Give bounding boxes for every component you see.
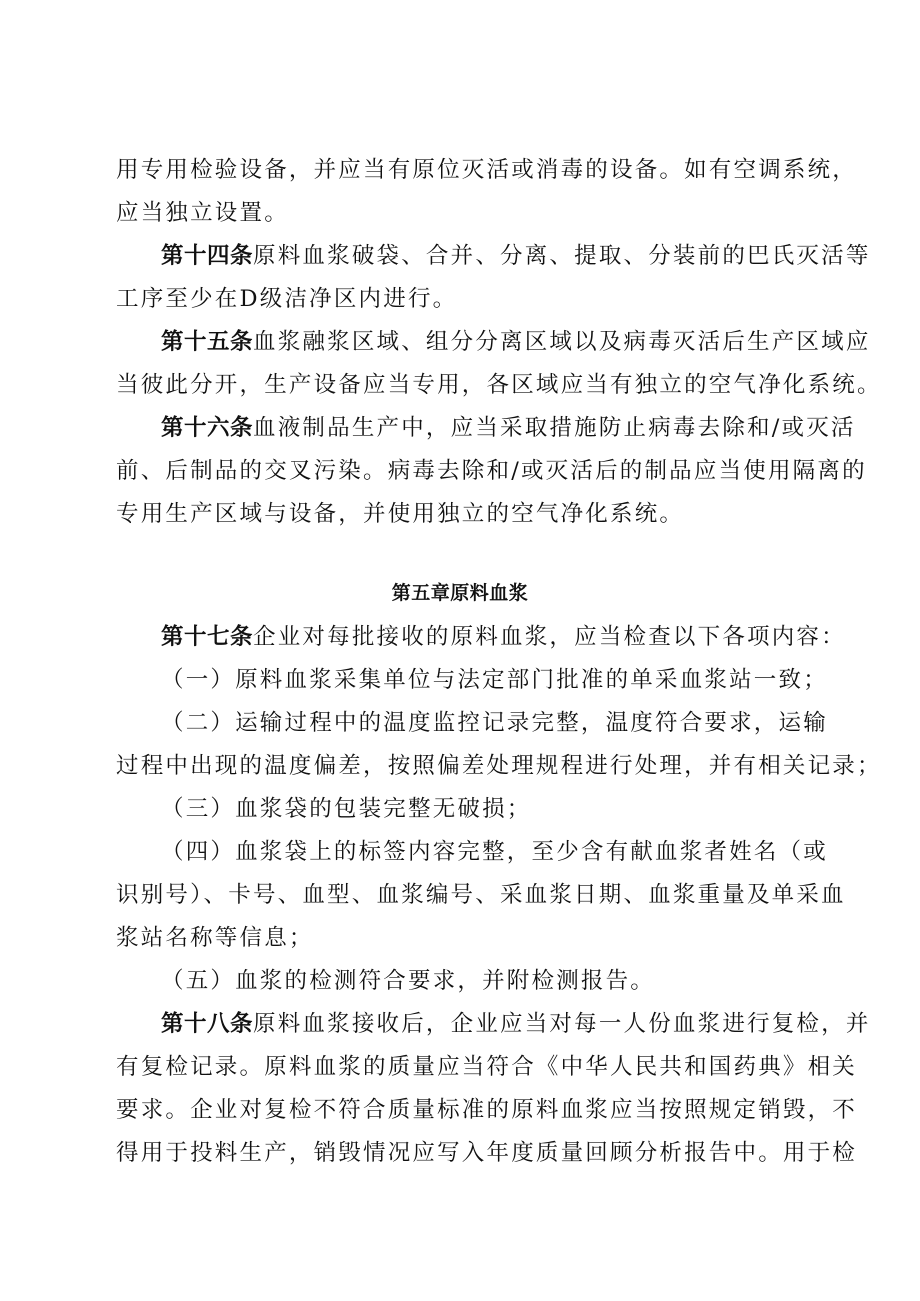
- list-item: （四）血浆袋上的标签内容完整，至少含有献血浆者姓名（或: [161, 839, 828, 865]
- list-item: （五）血浆的检测符合要求，并附检测报告。: [161, 968, 656, 994]
- article-18: [161, 1004, 871, 1044]
- paragraph-line: 要求。企业对复检不符合质量标准的原料血浆应当按照规定销毁，不: [116, 1097, 858, 1123]
- article-heading: 第十四条: [161, 243, 254, 269]
- article-14: [161, 236, 871, 276]
- list-item: （二）运输过程中的温度监控记录完整，温度符合要求，运输: [161, 710, 828, 736]
- article-text: 企业对每批接收的原料血浆，应当检查以下各项内容：: [253, 624, 846, 650]
- article-text: 原料血浆接收后，企业应当对每一人份血浆进行复检，并: [253, 1011, 871, 1037]
- paragraph-line: 专用生产区域与设备，并使用独立的空气净化系统。: [116, 501, 685, 527]
- article-15: [161, 322, 871, 362]
- paragraph-line: 工序至少在D级洁净区内进行。: [116, 286, 458, 312]
- article-heading: 第十五条: [161, 329, 254, 355]
- paragraph-line: 用专用检验设备，并应当有原位灭活或消毒的设备。如有空调系统，: [116, 157, 858, 183]
- article-heading: 第十八条: [161, 1011, 254, 1037]
- paragraph-line: 当彼此分开，生产设备应当专用，各区域应当有独立的空气净化系统。: [116, 372, 882, 398]
- paragraph-line: 识别号）、卡号、血型、血浆编号、采血浆日期、血浆重量及单采血: [116, 882, 846, 908]
- paragraph-line: 过程中出现的温度偏差，按照偏差处理规程进行处理，并有相关记录；: [116, 753, 882, 779]
- paragraph-line: 浆站名称等信息；: [116, 925, 314, 951]
- chapter-title: 第五章原料血浆: [391, 582, 529, 604]
- list-item: （三）血浆袋的包装完整无破损；: [161, 796, 532, 822]
- paragraph-line: 前、后制品的交叉污染。病毒去除和/或灭活后的制品应当使用隔离的: [116, 458, 867, 484]
- paragraph-line: 得用于投料生产，销毁情况应写入年度质量回顾分析报告中。用于检: [116, 1140, 858, 1166]
- article-heading: 第十六条: [161, 415, 254, 441]
- article-17: [161, 617, 861, 657]
- article-heading: 第十七条: [161, 624, 254, 650]
- article-text: 原料血浆破袋、合并、分离、提取、分装前的巴氏灭活等: [253, 243, 871, 269]
- paragraph-line: 有复检记录。原料血浆的质量应当符合《中华人民共和国药典》相关: [116, 1054, 858, 1080]
- article-16: [161, 408, 861, 448]
- paragraph-line: 应当独立设置。: [116, 200, 289, 226]
- article-text: 血液制品生产中，应当采取措施防止病毒去除和/或灭活: [253, 415, 856, 441]
- article-text: 血浆融浆区域、组分分离区域以及病毒灭活后生产区域应: [253, 329, 871, 355]
- list-item: （一）原料血浆采集单位与法定部门批准的单采血浆站一致；: [161, 667, 828, 693]
